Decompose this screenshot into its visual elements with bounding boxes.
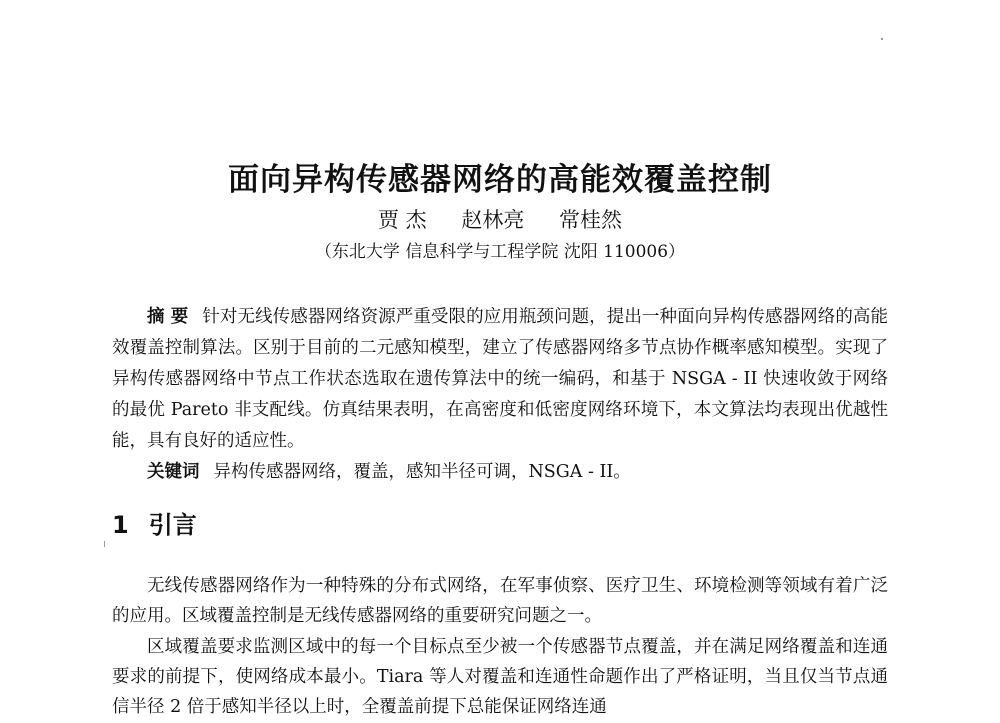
abstract-text: 针对无线传感器网络资源严重受限的应用瓶颈问题，提出一种面向异构传感器网络的高能效覆盖控制算法。区别于目前的二元感知模型，建立了传感器网络多节点协作概率感知模型。实现了异构传感器网络中节点工作状态选取在遗传算法中的统一编码，和基于 NSGA - II 快速收敛于网络的最优 Pareto 非支配线。仿真结果表明，在高密度和低密度网络环境下，本文算法均表现出优越性能，具有良好的适应性。 [112,307,888,451]
abstract-label: 摘 要 [147,307,189,327]
body-paragraph: 无线传感器网络作为一种特殊的分布式网络，在军事侦察、医疗卫生、环境检测等领域有着广泛的应用。区域覆盖控制是无线传感器网络的重要研究问题之一。 [112,576,888,626]
affiliation: （东北大学 信息科学与工程学院 沈阳 110006） [314,242,686,262]
keywords [112,457,888,488]
author-name: 常桂然 [559,208,623,232]
section-number: 1 [112,511,129,539]
keywords-text: 异构传感器网络，覆盖，感知半径可调，NSGA - II。 [213,462,631,482]
paper-title: 面向异构传感器网络的高能效覆盖控制 [228,162,772,198]
scan-mark [104,541,105,547]
author-name: 赵林亮 [461,208,525,232]
section-heading [112,508,197,542]
abstract [112,302,888,457]
body-paragraph: 区域覆盖要求监测区域中的每一个目标点至少被一个传感器节点覆盖，并在满足网络覆盖和连通要求的前提下，使网络成本最小。Tiara 等人对覆盖和连通性命题作出了严格证明，当且仅当节点通信半径 2 倍于感知半径以上时，全覆盖前提下总能保证网络连通 [112,637,888,717]
author-name: 贾 杰 [377,208,427,232]
scan-mark [881,38,883,40]
author-list [0,205,1000,235]
keywords-label: 关键词 [147,462,200,482]
section-title: 引言 [148,511,197,539]
